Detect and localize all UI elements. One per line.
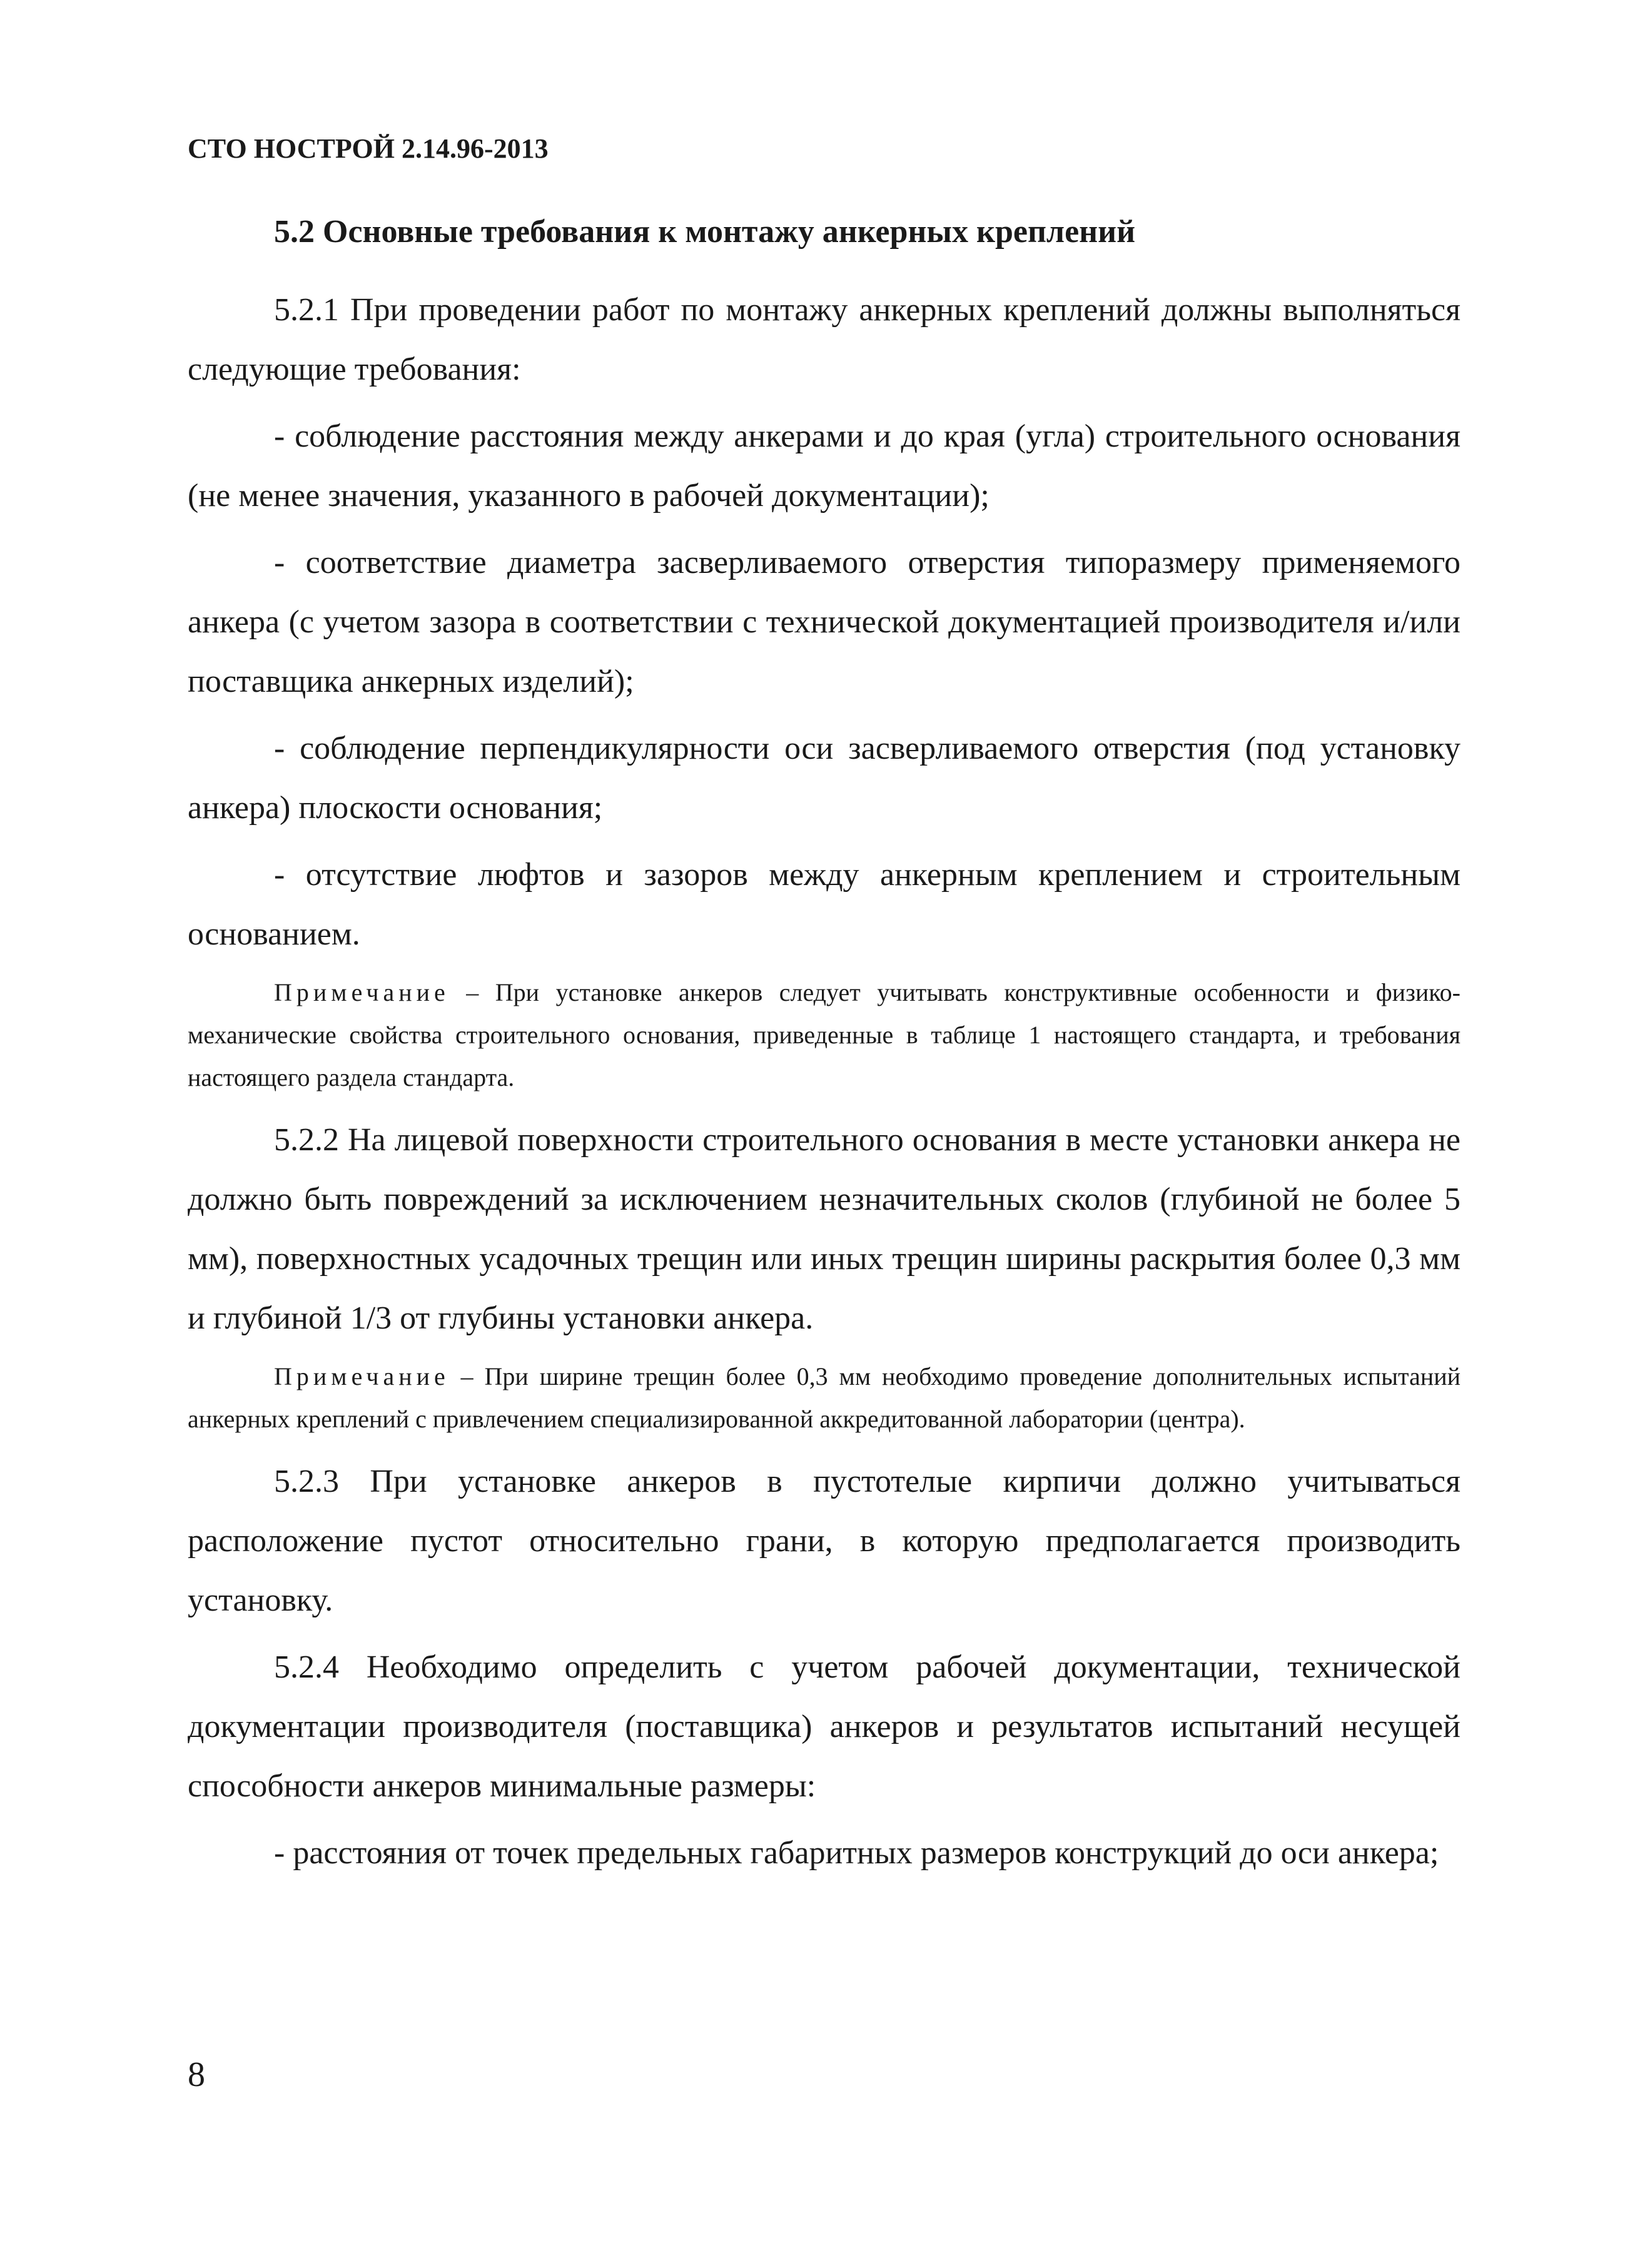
paragraph-5-2-4: 5.2.4 Необходимо определить с учетом рабочей документации, технической документации производителя (поставщика) анкеров и результатов испытаний несущей способности анкеров минимальные размеры:	[188, 1649, 1460, 1804]
paragraph-5-2-1: 5.2.1 При проведении работ по монтажу анкерных креплений должны выполняться следующие требования:	[188, 292, 1460, 387]
note-text: – При установке анкеров следует учитывать конструктивные особенности и физико-механические свойства строительного основания, приведенные в таблице 1 настоящего стандарта, и требования настоящего раздела стандарта.	[188, 978, 1460, 1091]
document-code-header: СТО НОСТРОЙ 2.14.96-2013	[188, 133, 549, 164]
paragraph-5-2-3: 5.2.3 При установке анкеров в пустотелые кирпичи должно учитываться расположение пустот относительно грани, в которую предполагается производить установку.	[188, 1464, 1460, 1618]
body-text	[188, 280, 1460, 1890]
list-item: - соблюдение перпендикулярности оси засверливаемого отверстия (под установку анкера) плоскости основания;	[188, 731, 1460, 826]
note-1	[188, 971, 1460, 1099]
list-item: - отсутствие люфтов и зазоров между анкерным креплением и строительным основанием.	[188, 857, 1460, 952]
section-heading: 5.2 Основные требования к монтажу анкерных креплений	[274, 214, 1136, 250]
note-text: – При ширине трещин более 0,3 мм необходимо проведение дополнительных испытаний анкерных креплений с привлечением специализированной аккредитованной лаборатории (центра).	[188, 1362, 1460, 1433]
note-label: Примечание	[274, 978, 450, 1006]
list-item: - соблюдение расстояния между анкерами и до края (угла) строительного основания (не менее значения, указанного в рабочей документации);	[188, 418, 1460, 514]
paragraph-5-2-2: 5.2.2 На лицевой поверхности строительного основания в месте установки анкера не должно быть повреждений за исключением незначительных сколов (глубиной не более 5 мм), поверхностных усадочных трещин или иных трещин ширины раскрытия более 0,3 мм и глубиной 1/3 от глубины установки анкера.	[188, 1122, 1460, 1336]
note-label: Примечание	[274, 1362, 450, 1390]
list-item: - соответствие диаметра засверливаемого отверстия типоразмеру применяемого анкера (с учетом зазора в соответствии с технической документацией производителя и/или поставщика анкерных изделий);	[188, 545, 1460, 699]
list-item: - расстояния от точек предельных габаритных размеров конструкций до оси анкера;	[274, 1835, 1439, 1871]
note-2	[188, 1355, 1460, 1440]
page-number: 8	[188, 2055, 205, 2094]
